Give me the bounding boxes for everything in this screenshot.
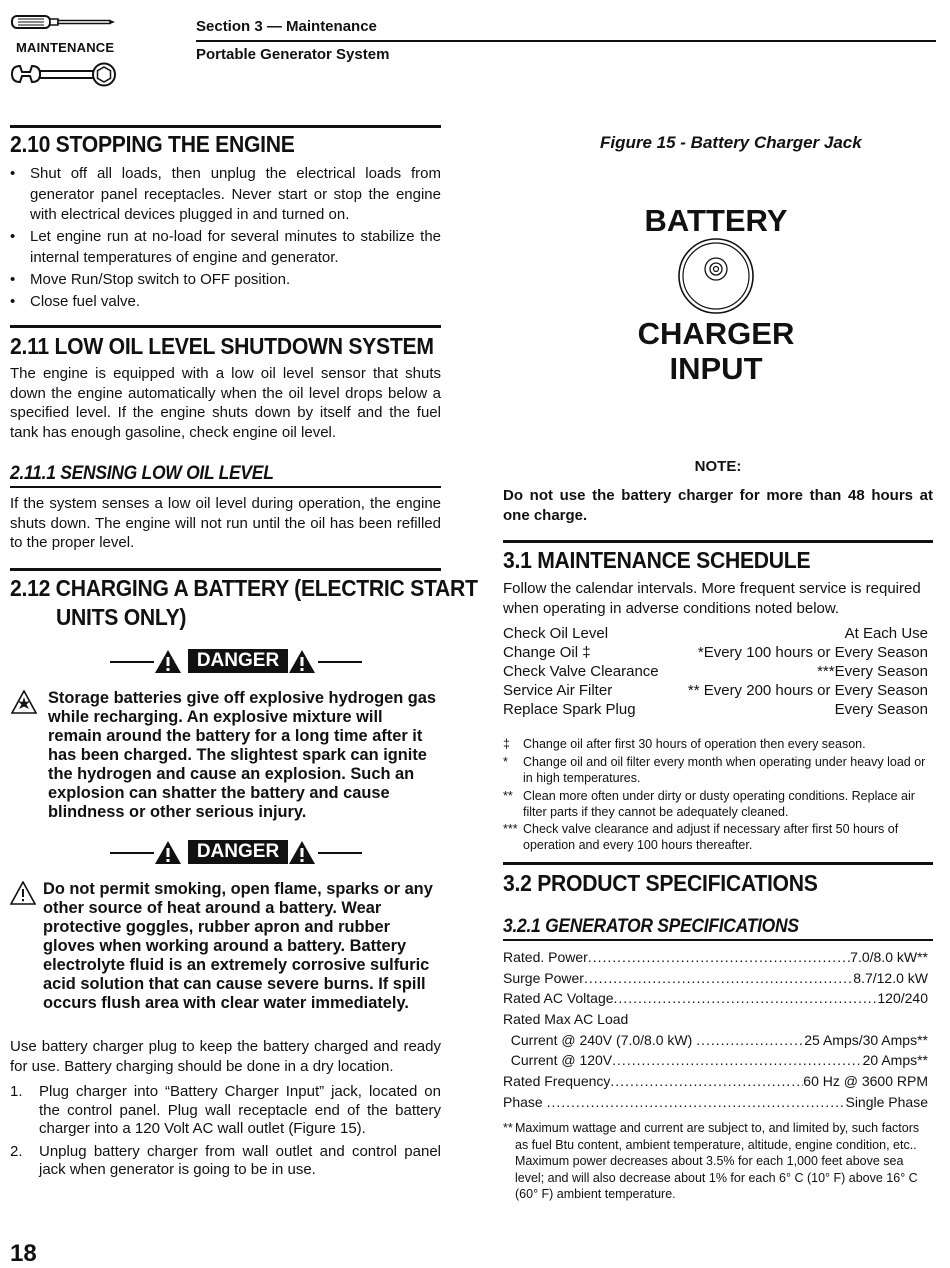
schedule-row xyxy=(503,644,928,663)
spec-row xyxy=(503,990,928,1010)
list-item: • Move Run/Stop switch to OFF position. xyxy=(10,270,441,291)
leader-dots xyxy=(584,970,853,986)
spec-label: Rated Frequency xyxy=(503,1073,611,1089)
leader-dots xyxy=(696,1032,804,1048)
danger-banner xyxy=(110,648,362,676)
leader-dots xyxy=(612,1052,862,1068)
paragraph-low-oil: The engine is equipped with a low oil level sensor that shuts down the engine automatically when the oil level drops below a specified level. If the engine shuts down by itself and the fuel tank has enough gasoline, check engine oil level. xyxy=(10,365,441,441)
footnote xyxy=(503,736,935,752)
section-rule xyxy=(10,325,441,328)
charger-jack-icon xyxy=(676,236,756,316)
leader-dots xyxy=(588,949,850,965)
spec-label: Surge Power xyxy=(503,970,584,986)
warning-triangle-icon xyxy=(288,840,316,865)
section-rule xyxy=(10,568,441,571)
footnote-mark: * xyxy=(503,755,508,769)
spec-row xyxy=(503,970,928,990)
footnote xyxy=(503,754,935,786)
footnote-text: Clean more often under dirty or dusty operating conditions. Replace air filter parts if they cannot be adequately cleaned. xyxy=(523,789,915,819)
caution-triangle-icon xyxy=(10,881,36,905)
spec-row xyxy=(503,1052,928,1072)
jack-label-top: BATTERY xyxy=(644,203,788,238)
list-item: • Close fuel valve. xyxy=(10,292,441,313)
step-text: Unplug battery charger from wall outlet and control panel jack when generator is going to be in use. xyxy=(39,1142,441,1178)
step-number: 1. xyxy=(10,1083,23,1100)
spec-row xyxy=(503,1032,928,1052)
schedule-interval: ***Every Season xyxy=(817,663,928,680)
heading-3-2: 3.2 PRODUCT SPECIFICATIONS xyxy=(503,870,818,896)
footnote-text: Change oil and oil filter every month when operating under heavy load or in high temperatures. xyxy=(523,755,926,785)
footnote-mark: ** xyxy=(503,789,513,803)
danger-rule xyxy=(110,852,154,854)
warning-triangle-icon xyxy=(288,649,316,674)
footnote-mark: ** xyxy=(503,1121,513,1135)
danger-label: DANGER xyxy=(188,840,288,864)
spec-value: 20 Amps** xyxy=(862,1052,928,1068)
footnote-text: Maximum wattage and current are subject to, and limited by, such factors as fuel Btu content, ambient temperature, altitude, engine condition, etc.. Maximum power decreases about 3.5% for each 1,000 feet above sea level; and will also decrease about 1% for each 6° C (10° F) above 16° C (60° F) ambient temperature. xyxy=(515,1121,920,1201)
list-item xyxy=(10,1143,441,1180)
jack-label-input: INPUT xyxy=(669,351,763,386)
footnote xyxy=(503,788,935,820)
jack-label-charger: CHARGER xyxy=(637,316,795,351)
spec-label: Rated. Power xyxy=(503,949,588,965)
spec-label: Current @ 240V (7.0/8.0 kW) xyxy=(503,1032,697,1048)
spec-label: Current @ 120V xyxy=(503,1052,613,1068)
footnote-text: Change oil after first 30 hours of operation then every season. xyxy=(523,737,866,751)
schedule-task: Check Valve Clearance xyxy=(503,663,659,680)
spec-label: Phase xyxy=(503,1094,547,1110)
danger-text-heat: Do not permit smoking, open flame, sparks or any other source of heat around a battery. Wear protective goggles, rubber apron and rubber gloves when working around a battery. Battery electrolyte fluid is an extremely corrosive sulfuric acid solution that can cause severe burns. If spill occurs flush area with clear water immediately. xyxy=(43,880,433,1012)
spec-footnote xyxy=(503,1120,933,1203)
schedule-intro: Follow the calendar intervals. More frequent service is required when operating in adverse conditions noted below. xyxy=(503,580,921,617)
spec-row xyxy=(503,1073,928,1093)
heading-2-11-1: 2.11.1 SENSING LOW OIL LEVEL xyxy=(10,463,274,484)
footnote-mark: *** xyxy=(503,822,518,836)
spec-row xyxy=(503,1094,928,1114)
list-item: • Shut off all loads, then unplug the electrical loads from generator panel receptacles. Never start or stop the engine with electrical devices plugged in and turned on. xyxy=(10,164,441,226)
spec-value: 60 Hz @ 3600 RPM xyxy=(803,1073,928,1089)
footnote xyxy=(503,821,935,853)
section-rule xyxy=(10,125,441,128)
list-item xyxy=(10,1083,441,1139)
note-title: NOTE: xyxy=(694,458,742,475)
danger-rule xyxy=(318,852,362,854)
section-header: Section 3 — Maintenance xyxy=(196,18,377,35)
spec-row xyxy=(503,949,928,969)
bullet-list-stopping xyxy=(10,164,441,314)
header-subtitle: Portable Generator System xyxy=(196,46,390,63)
spec-value: 7.0/8.0 kW** xyxy=(850,949,928,965)
paragraph-sensing: If the system senses a low oil level during operation, the engine shuts down. The engine will not run until the oil has been refilled to the proper level. xyxy=(10,495,441,551)
spec-value: 120/240 xyxy=(877,990,928,1006)
schedule-interval: At Each Use xyxy=(844,625,928,642)
warning-triangle-icon xyxy=(154,840,182,865)
footnote-text: Check valve clearance and adjust if necessary after first 50 hours of operation and every 100 hours thereafter. xyxy=(523,822,899,852)
footnote-mark: ‡ xyxy=(503,737,510,751)
spec-value: Single Phase xyxy=(845,1094,928,1110)
heading-3-2-1: 3.2.1 GENERATOR SPECIFICATIONS xyxy=(503,916,799,937)
page-number: 18 xyxy=(10,1240,37,1267)
spec-label: Rated Max AC Load xyxy=(503,1011,629,1027)
leader-dots xyxy=(547,1094,846,1110)
heading-2-12-cont: UNITS ONLY) xyxy=(56,604,187,630)
leader-dots xyxy=(614,990,878,1006)
leader-dots xyxy=(610,1073,803,1089)
heading-2-10: 2.10 STOPPING THE ENGINE xyxy=(10,131,295,157)
explosion-warning-icon xyxy=(11,690,37,714)
warning-triangle-icon xyxy=(154,649,182,674)
maintenance-label: MAINTENANCE xyxy=(16,40,115,55)
section-rule xyxy=(503,862,933,865)
schedule-task: Change Oil ‡ xyxy=(503,644,591,661)
figure-caption: Figure 15 - Battery Charger Jack xyxy=(600,133,862,152)
subsection-rule xyxy=(503,939,933,941)
spec-label: Rated AC Voltage xyxy=(503,990,614,1006)
danger-banner xyxy=(110,839,362,867)
note-text: Do not use the battery charger for more than 48 hours at one charge. xyxy=(503,487,933,524)
schedule-row xyxy=(503,701,928,720)
spec-value: 8.7/12.0 kW xyxy=(853,970,928,986)
schedule-task: Replace Spark Plug xyxy=(503,701,636,718)
step-text: Plug charger into “Battery Charger Input” jack, located on the control panel. Plug wall receptacle end of the battery charger into a 120 Volt AC wall outlet (Figure 15). xyxy=(39,1083,441,1137)
list-item: • Let engine run at no-load for several minutes to stabilize the internal temperatures of engine and generator. xyxy=(10,227,441,268)
spec-row xyxy=(503,1011,928,1031)
heading-2-11: 2.11 LOW OIL LEVEL SHUTDOWN SYSTEM xyxy=(10,333,434,359)
step-number: 2. xyxy=(10,1142,23,1160)
danger-rule xyxy=(110,661,154,663)
schedule-row xyxy=(503,682,928,701)
header-rule xyxy=(196,40,936,42)
section-rule xyxy=(503,540,933,543)
jack-label-bottom xyxy=(610,316,822,386)
paragraph-charger: Use battery charger plug to keep the battery charged and ready for use. Battery charging should be done in a dry location. xyxy=(10,1038,441,1075)
schedule-interval: ** Every 200 hours or Every Season xyxy=(687,682,928,699)
spec-value: 25 Amps/30 Amps** xyxy=(804,1032,928,1048)
subsection-rule xyxy=(10,486,441,488)
schedule-interval: *Every 100 hours or Every Season xyxy=(697,644,928,661)
schedule-row xyxy=(503,625,928,644)
danger-text-explosive: Storage batteries give off explosive hydrogen gas while recharging. An explosive mixture will remain around the battery for a long time after it has been charged. The slightest spark can ignite the hydrogen and cause an explosion. Such an explosion can shatter the battery and cause blindness or other serious injury. xyxy=(48,689,437,821)
danger-label: DANGER xyxy=(188,649,288,673)
schedule-row xyxy=(503,663,928,682)
schedule-interval: Every Season xyxy=(834,701,928,718)
danger-rule xyxy=(318,661,362,663)
steps-list xyxy=(10,1083,441,1184)
heading-3-1: 3.1 MAINTENANCE SCHEDULE xyxy=(503,547,811,573)
schedule-task: Service Air Filter xyxy=(503,682,613,699)
heading-2-12: 2.12 CHARGING A BATTERY (ELECTRIC START xyxy=(10,575,478,601)
schedule-task: Check Oil Level xyxy=(503,625,609,642)
